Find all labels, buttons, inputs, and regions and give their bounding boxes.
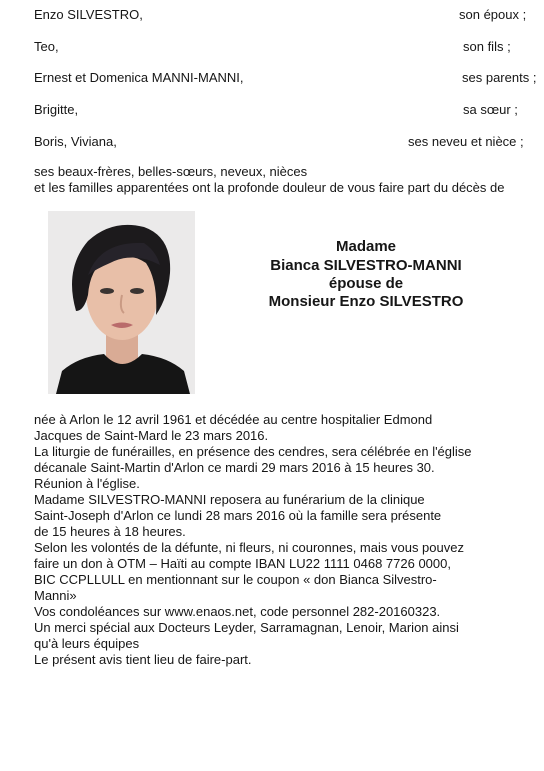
- family-name-4: Brigitte,: [34, 102, 79, 117]
- family-relation-3: ses parents ;: [462, 70, 537, 85]
- deceased-name: Bianca SILVESTRO-MANNI: [270, 257, 462, 274]
- body-line-5: Réunion à l'église.: [34, 476, 140, 491]
- body-line-1: née à Arlon le 12 avril 1961 et décédée au centre hospitalier Edmond: [34, 412, 433, 427]
- intro-line-1: ses beaux-frères, belles-sœurs, neveux, nièces: [34, 164, 308, 179]
- body-line-15: qu'à leurs équipes: [34, 636, 140, 651]
- obituary-body: [34, 412, 539, 668]
- spouse-label: épouse de: [328, 275, 404, 292]
- body-line-14: Un merci spécial aux Docteurs Leyder, Sarramagnan, Lenoir, Marion ainsi: [34, 620, 459, 635]
- family-relation-1: son époux ;: [459, 7, 527, 22]
- family-name-3: Ernest et Domenica MANNI-MANNI,: [34, 70, 244, 85]
- portrait-photo: [48, 211, 195, 394]
- body-line-3: La liturgie de funérailles, en présence des cendres, sera célébrée en l'église: [34, 444, 472, 459]
- intro-text: [34, 164, 544, 196]
- body-line-16: Le présent avis tient lieu de faire-part.: [34, 652, 252, 667]
- body-line-4: décanale Saint-Martin d'Arlon ce mardi 29 mars 2016 à 15 heures 30.: [34, 460, 435, 475]
- body-line-2: Jacques de Saint-Mard le 23 mars 2016.: [34, 428, 269, 443]
- family-relation-4: sa sœur ;: [463, 102, 518, 117]
- intro-line-2: et les familles apparentées ont la profonde douleur de vous faire part du décès de: [34, 180, 505, 195]
- deceased-title: Madame: [335, 238, 397, 255]
- family-name-5: Boris, Viviana,: [34, 134, 117, 149]
- spouse-name: Monsieur Enzo SILVESTRO: [268, 293, 464, 310]
- family-name-2: Teo,: [34, 39, 59, 54]
- body-line-12: Manni»: [34, 588, 77, 603]
- body-line-6: Madame SILVESTRO-MANNI reposera au funérarium de la clinique: [34, 492, 425, 507]
- body-line-11: BIC CCPLLULL en mentionnant sur le coupon « don Bianca Silvestro-: [34, 572, 437, 587]
- body-line-9: Selon les volontés de la défunte, ni fleurs, ni couronnes, mais vous pouvez: [34, 540, 464, 555]
- body-line-8: de 15 heures à 18 heures.: [34, 524, 186, 539]
- family-relation-2: son fils ;: [463, 39, 511, 54]
- body-line-13: Vos condoléances sur www.enaos.net, code personnel 282-20160323.: [34, 604, 441, 619]
- family-relation-5: ses neveu et nièce ;: [408, 134, 524, 149]
- body-line-7: Saint-Joseph d'Arlon ce lundi 28 mars 2016 où la famille sera présente: [34, 508, 442, 523]
- body-line-10: faire un don à OTM – Haïti au compte IBAN LU22 1111 0468 7726 0000,: [34, 556, 451, 571]
- family-name-1: Enzo SILVESTRO,: [34, 7, 143, 22]
